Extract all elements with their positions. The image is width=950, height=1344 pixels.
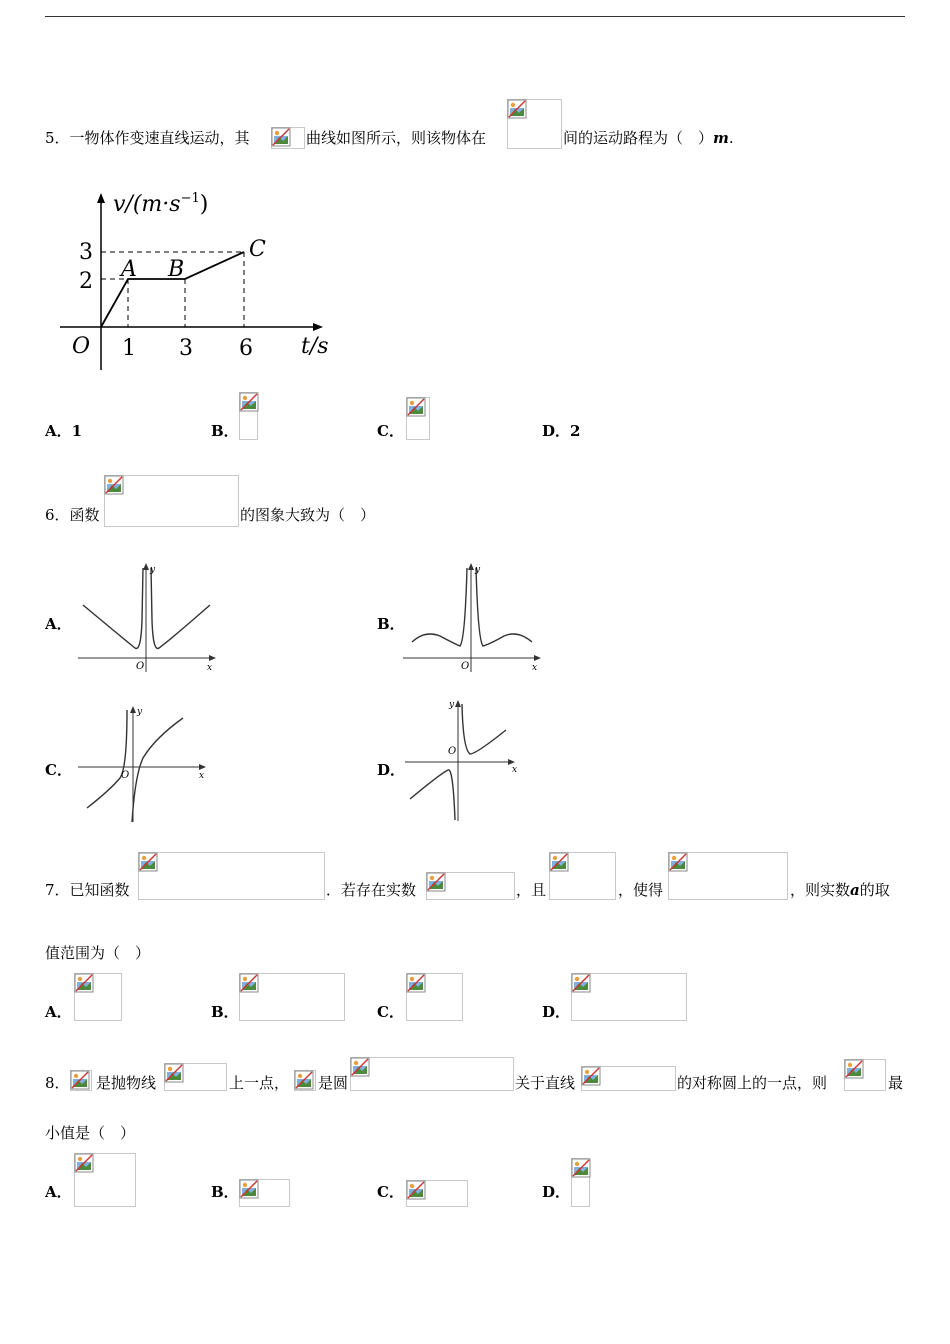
broken-image-icon <box>350 1057 370 1077</box>
broken-image-icon <box>294 1070 314 1090</box>
q5-stem-text-c: 间的运动路程为（ ） <box>563 129 714 147</box>
q5-stem-part-c <box>563 129 734 147</box>
q6-graph-d <box>400 694 545 824</box>
origin-label: O <box>121 770 130 781</box>
q6-graph-a <box>75 560 220 675</box>
broken-image-icon <box>74 1153 94 1173</box>
q6-stem-part-a: 6．函数 <box>45 506 100 524</box>
q5-stem-part-b: 曲线如图所示，则该物体在 <box>306 129 487 147</box>
origin-label: O <box>448 746 457 757</box>
q7-stem-text-f: 的取 <box>859 881 890 899</box>
broken-image-icon <box>426 872 446 892</box>
q7-vars-image <box>426 872 515 900</box>
q8-point-p-image <box>70 1070 92 1091</box>
q7-option-a[interactable]: A． <box>45 1003 72 1021</box>
q8-point-q-image <box>294 1070 316 1091</box>
q5-option-b[interactable]: B． <box>211 422 239 440</box>
q8-option-c-image <box>406 1180 468 1207</box>
q5-stem-part-a: 5．一物体作变速直线运动，其 <box>45 129 250 147</box>
x-axis-arrow <box>313 323 323 331</box>
point-b-label: B <box>168 257 185 282</box>
q8-parabola-image <box>164 1063 227 1091</box>
q6-graph-b <box>400 560 545 675</box>
origin-label: O <box>461 661 470 672</box>
broken-image-icon <box>406 1180 426 1200</box>
q7-option-c-image <box>406 973 463 1021</box>
broken-image-icon <box>507 99 527 119</box>
q8-stem-line2: 小值是（ ） <box>45 1124 136 1142</box>
q7-option-b[interactable]: B． <box>211 1003 239 1021</box>
y-tick-2: 2 <box>79 269 93 294</box>
q7-stem-part-c: ，且 <box>516 881 547 899</box>
broken-image-icon <box>138 852 158 872</box>
q8-option-a-image <box>74 1153 136 1207</box>
broken-image-icon <box>406 397 426 417</box>
q8-option-a[interactable]: A． <box>45 1183 72 1201</box>
broken-image-icon <box>668 852 688 872</box>
q7-stem-part-b: ．若存在实数 <box>326 881 417 899</box>
q6-graph-c <box>75 700 220 825</box>
broken-image-icon <box>164 1063 184 1083</box>
q5-velocity-time-graph <box>55 185 340 375</box>
q7-option-d-image <box>571 973 687 1021</box>
q5-formula-image-interval <box>507 99 562 149</box>
broken-image-icon <box>844 1059 864 1079</box>
broken-image-icon <box>239 392 259 412</box>
x-tick-3: 3 <box>179 336 193 361</box>
q8-stem-part-g: 最 <box>888 1074 904 1092</box>
broken-image-icon <box>74 973 94 993</box>
q8-circle-image <box>350 1057 514 1091</box>
origin-label: O <box>136 661 145 672</box>
q5-option-d[interactable]: D．2 <box>542 422 581 440</box>
axis-x-label: x <box>199 771 205 781</box>
q6-stem-part-b: 的图象大致为（ ） <box>240 506 376 524</box>
q6-option-b[interactable]: B． <box>377 615 405 633</box>
q7-stem-part-e <box>790 881 890 899</box>
y-tick-3: 3 <box>79 240 93 265</box>
point-c-label: C <box>249 237 266 262</box>
broken-image-icon <box>571 973 591 993</box>
q7-function-image <box>138 852 325 900</box>
axis-y-label: y <box>475 565 481 575</box>
axis-y-label: y <box>150 565 156 575</box>
y-axis-arrow <box>97 193 105 203</box>
q8-stem-part-b: 是抛物线 <box>96 1074 157 1092</box>
q7-stem-part-a: 7．已知函数 <box>45 881 130 899</box>
axis-y-label: y <box>449 700 455 710</box>
x-tick-6: 6 <box>239 336 253 361</box>
axis-x-label: x <box>532 663 538 673</box>
q8-stem-part-a: 8． <box>45 1074 70 1092</box>
axis-y-label: y <box>137 707 143 717</box>
q7-option-a-image <box>74 973 122 1021</box>
broken-image-icon <box>239 1179 259 1199</box>
q6-option-d[interactable]: D． <box>377 761 406 779</box>
q7-option-b-image <box>239 973 345 1021</box>
y-axis-label: $v/(m\cdot s^{-1})$ <box>113 191 209 217</box>
x-tick-1: 1 <box>122 336 136 361</box>
q7-equation-image <box>668 852 788 900</box>
q5-option-c-image <box>406 397 430 440</box>
q5-formula-image-vt <box>271 127 305 149</box>
q8-line-image <box>581 1066 676 1091</box>
q8-option-b-image <box>239 1179 290 1207</box>
q8-option-d-image <box>571 1158 590 1207</box>
q5-option-c[interactable]: C． <box>377 422 404 440</box>
q7-stem-part-d: ，使得 <box>618 881 664 899</box>
q8-option-d[interactable]: D． <box>542 1183 571 1201</box>
broken-image-icon <box>271 127 291 147</box>
axis-x-label: x <box>207 663 213 673</box>
q5-option-a[interactable]: A．1 <box>45 422 83 440</box>
q7-stem-line2: 值范围为（ ） <box>45 944 151 962</box>
broken-image-icon <box>406 973 426 993</box>
header-rule <box>45 16 905 17</box>
axis-x-label: x <box>512 765 518 775</box>
origin-label: O <box>72 334 91 359</box>
q6-option-c[interactable]: C． <box>45 761 72 779</box>
broken-image-icon <box>70 1070 90 1090</box>
q5-option-b-image <box>239 392 258 440</box>
q8-expression-image <box>844 1059 886 1091</box>
q7-option-d[interactable]: D． <box>542 1003 571 1021</box>
broken-image-icon <box>104 475 124 495</box>
x-axis-label: t/s <box>301 334 329 359</box>
q6-option-a[interactable]: A． <box>45 615 72 633</box>
q6-function-image <box>104 475 239 527</box>
q8-stem-part-e: 关于直线 <box>515 1074 576 1092</box>
q8-stem-part-d: 是圆 <box>318 1074 349 1092</box>
q7-stem-text-e: ，则实数 <box>790 881 851 899</box>
q5-unit: m <box>713 129 729 147</box>
q7-var-a: a <box>850 881 860 899</box>
q8-option-c[interactable]: C． <box>377 1183 404 1201</box>
q8-stem-part-f: 的对称圆上的一点，则 <box>677 1074 828 1092</box>
broken-image-icon <box>571 1158 591 1178</box>
q8-option-b[interactable]: B． <box>211 1183 239 1201</box>
q7-condition-image <box>549 852 616 900</box>
point-a-label: A <box>121 257 137 282</box>
q7-option-c[interactable]: C． <box>377 1003 404 1021</box>
q5-stem-end: . <box>728 129 734 147</box>
broken-image-icon <box>549 852 569 872</box>
broken-image-icon <box>239 973 259 993</box>
q5-stem <box>45 129 250 147</box>
q8-stem-part-c: 上一点， <box>229 1074 290 1092</box>
broken-image-icon <box>581 1066 601 1086</box>
